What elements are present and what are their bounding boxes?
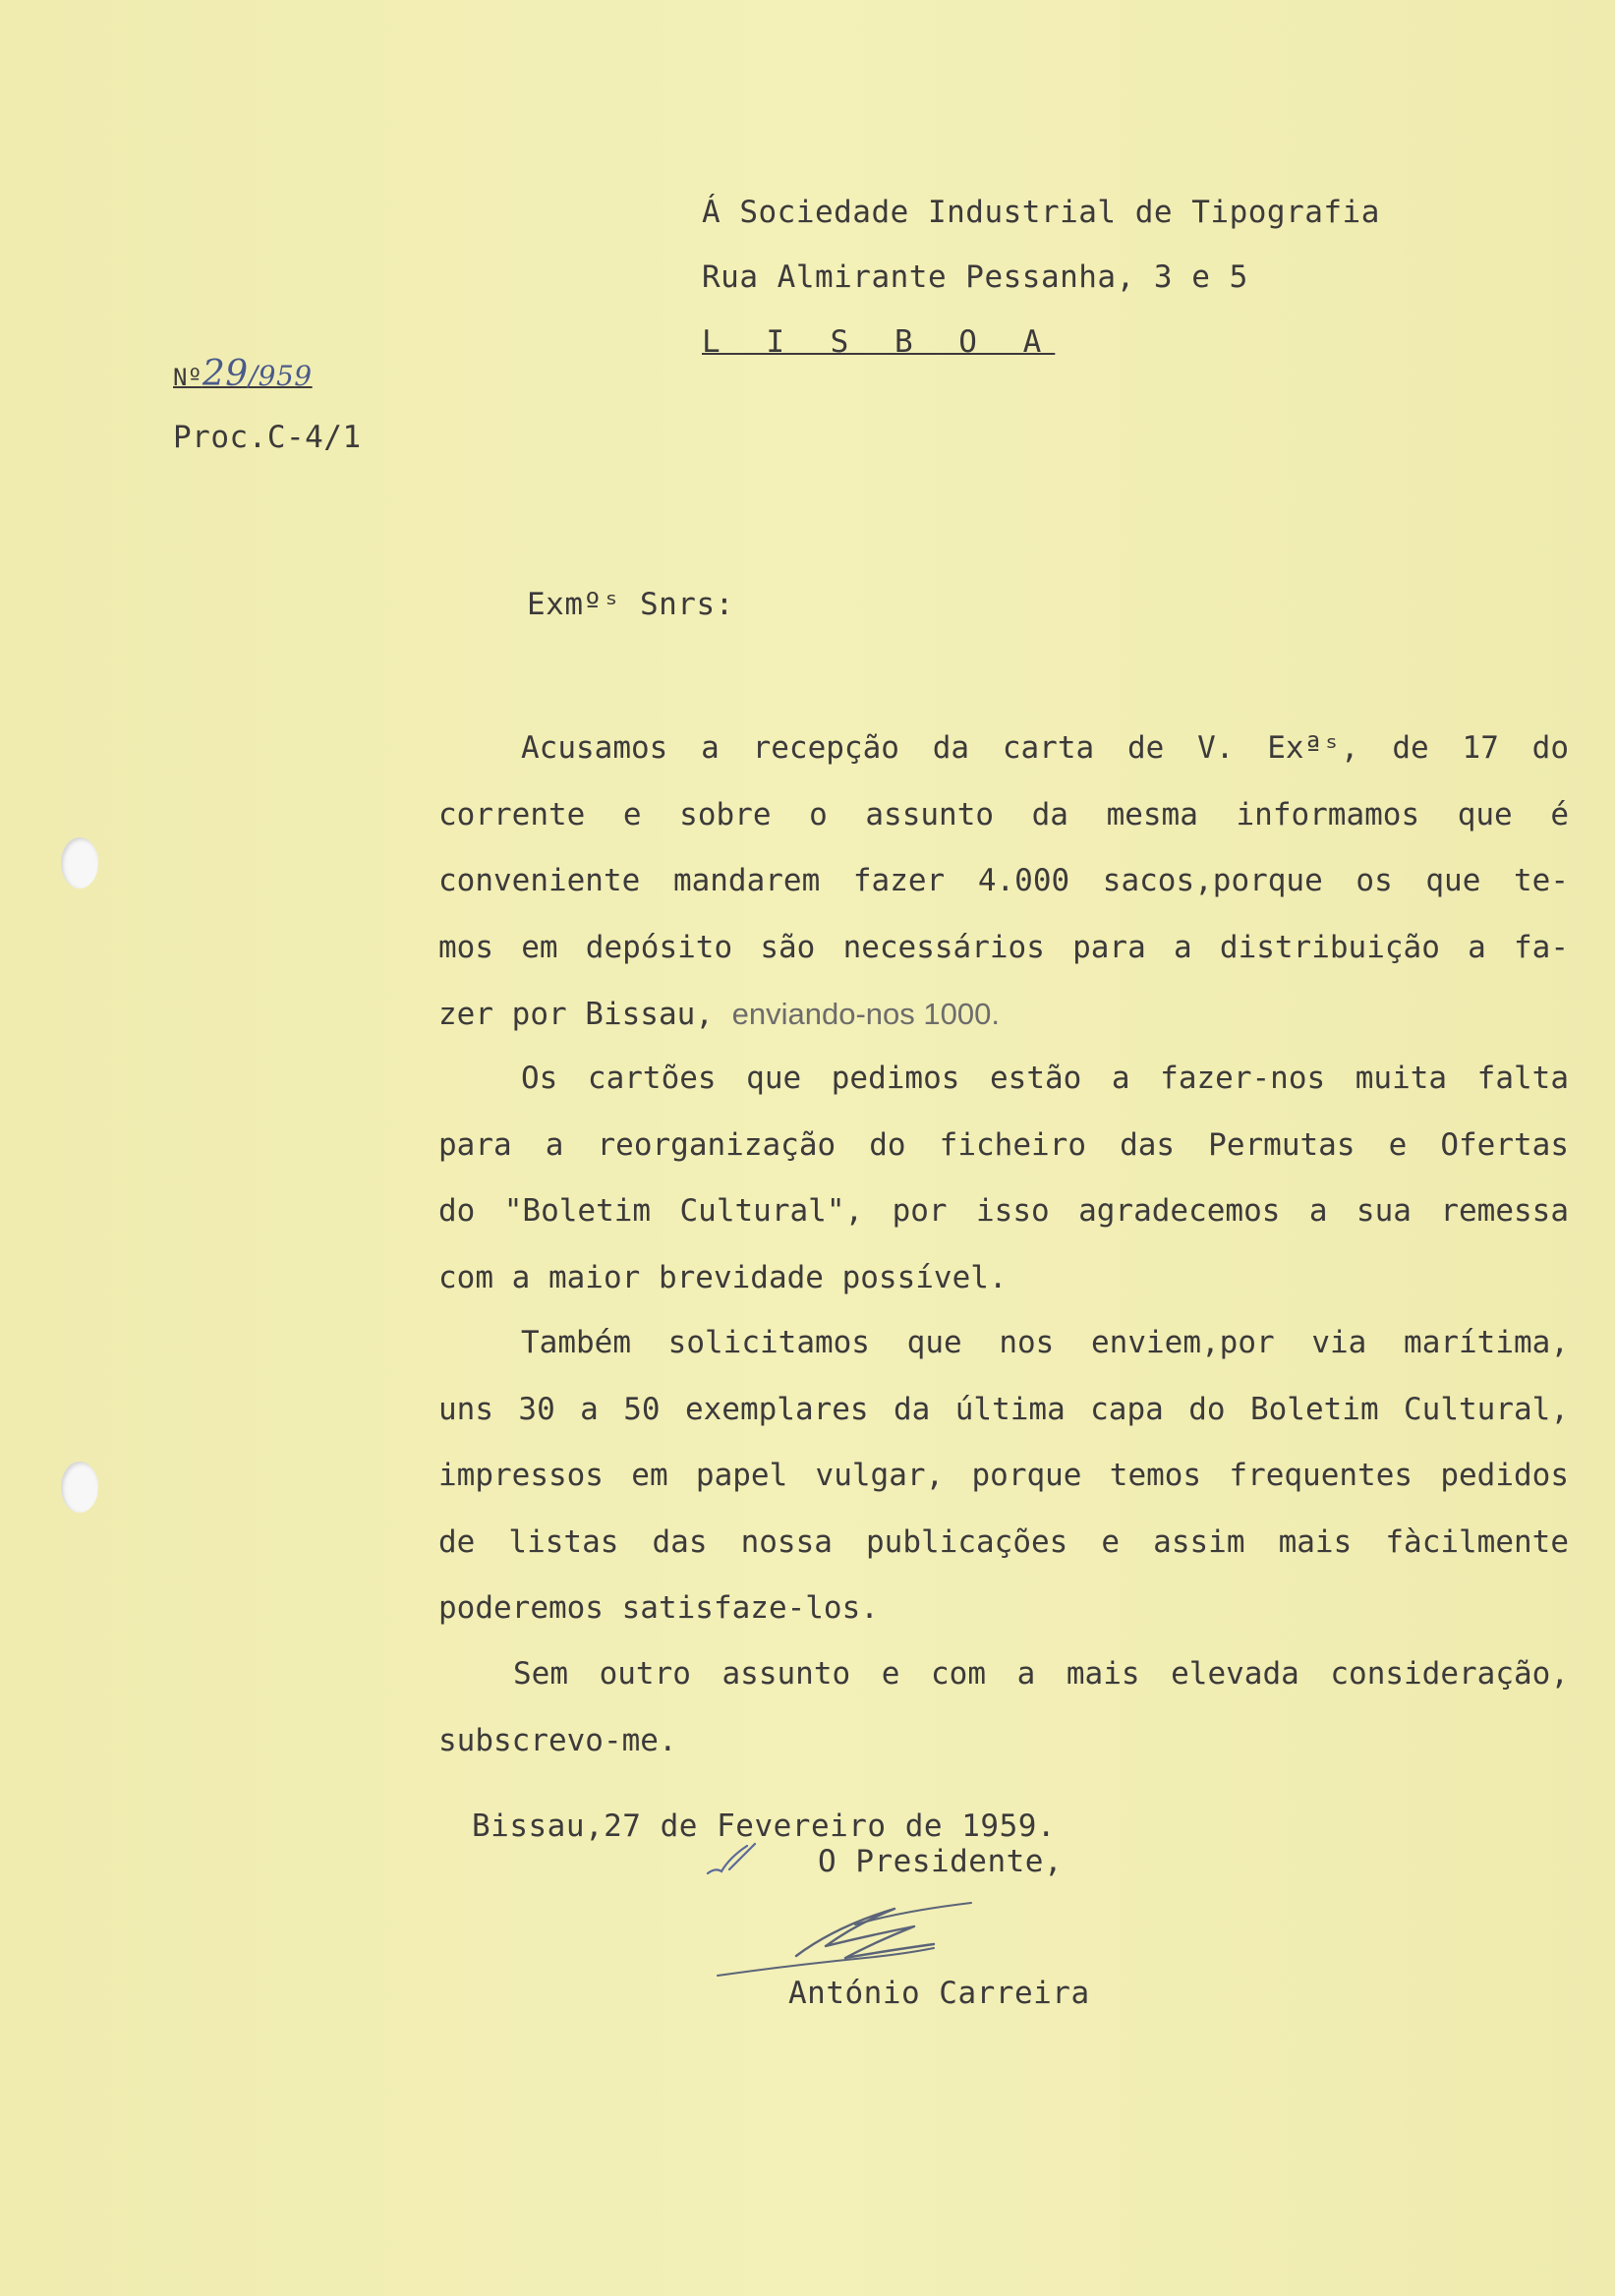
reference-number bbox=[173, 354, 313, 394]
closing-title: O Presidente, bbox=[818, 1844, 1064, 1879]
reference-prefix: Nº bbox=[173, 364, 202, 391]
recipient-street: Rua Almirante Pessanha, 3 e 5 bbox=[702, 259, 1248, 295]
paragraph-faint-text: enviando-nos 1000. bbox=[731, 997, 1000, 1031]
paragraph-line: mos em depósito são necessários para a distribuição a fa- bbox=[438, 929, 1569, 965]
date-line: Bissau,27 de Fevereiro de 1959. bbox=[472, 1808, 1057, 1844]
paragraph-line: Sem outro assunto e com a mais elevada consideração, bbox=[513, 1656, 1569, 1692]
punch-hole-bottom bbox=[61, 1462, 98, 1513]
paragraph-line: poderemos satisfaze-los. bbox=[438, 1590, 879, 1626]
paragraph-closing bbox=[438, 1641, 1569, 1774]
salutation: Exmºˢ Snrs: bbox=[527, 587, 734, 622]
paragraph-line: conveniente mandarem fazer 4.000 sacos,porque os que te- bbox=[438, 863, 1569, 898]
reference-year: /959 bbox=[248, 360, 313, 392]
signature bbox=[708, 1897, 1003, 1985]
paragraph-text: zer por Bissau, bbox=[438, 997, 714, 1032]
signatory-name: António Carreira bbox=[788, 1976, 1090, 2011]
paragraph-line: do "Boletim Cultural", por isso agradecemos a sua remessa bbox=[438, 1193, 1569, 1229]
paragraph-line: uns 30 a 50 exemplares da última capa do Boletim Cultural, bbox=[438, 1391, 1569, 1427]
paragraph-line: para a reorganização do ficheiro das Permutas e Ofertas bbox=[438, 1126, 1569, 1163]
paragraph-line: impressos em papel vulgar, porque temos frequentes pedidos bbox=[438, 1458, 1569, 1493]
paragraph-line: com a maior brevidade possível. bbox=[438, 1259, 1008, 1295]
paragraph-line: subscrevo-me. bbox=[438, 1722, 677, 1758]
paragraph-line: Os cartões que pedimos estão a fazer-nos muita falta bbox=[521, 1061, 1569, 1096]
paragraph-acknowledgement bbox=[438, 716, 1569, 1049]
paragraph-line-last bbox=[438, 981, 1569, 1049]
punch-hole-top bbox=[61, 837, 98, 889]
paragraph-line: Acusamos a recepção da carta de V. Exªˢ, de 17 do bbox=[521, 730, 1569, 766]
paragraph-line: de listas das nossa publicações e assim mais fàcilmente bbox=[438, 1523, 1569, 1560]
reference-handwritten-number: 29 bbox=[202, 354, 249, 394]
paragraph-cards bbox=[438, 1046, 1569, 1311]
initial-mark bbox=[704, 1840, 773, 1879]
paragraph-line: corrente e sobre o assunto da mesma informamos que é bbox=[438, 796, 1569, 832]
recipient-city: L I S B O A bbox=[702, 324, 1056, 360]
process-reference: Proc.C-4/1 bbox=[173, 420, 362, 455]
paragraph-covers bbox=[438, 1310, 1569, 1642]
paragraph-line: Também solicitamos que nos enviem,por via marítima, bbox=[521, 1325, 1569, 1360]
recipient-name: Á Sociedade Industrial de Tipografia bbox=[702, 195, 1380, 230]
